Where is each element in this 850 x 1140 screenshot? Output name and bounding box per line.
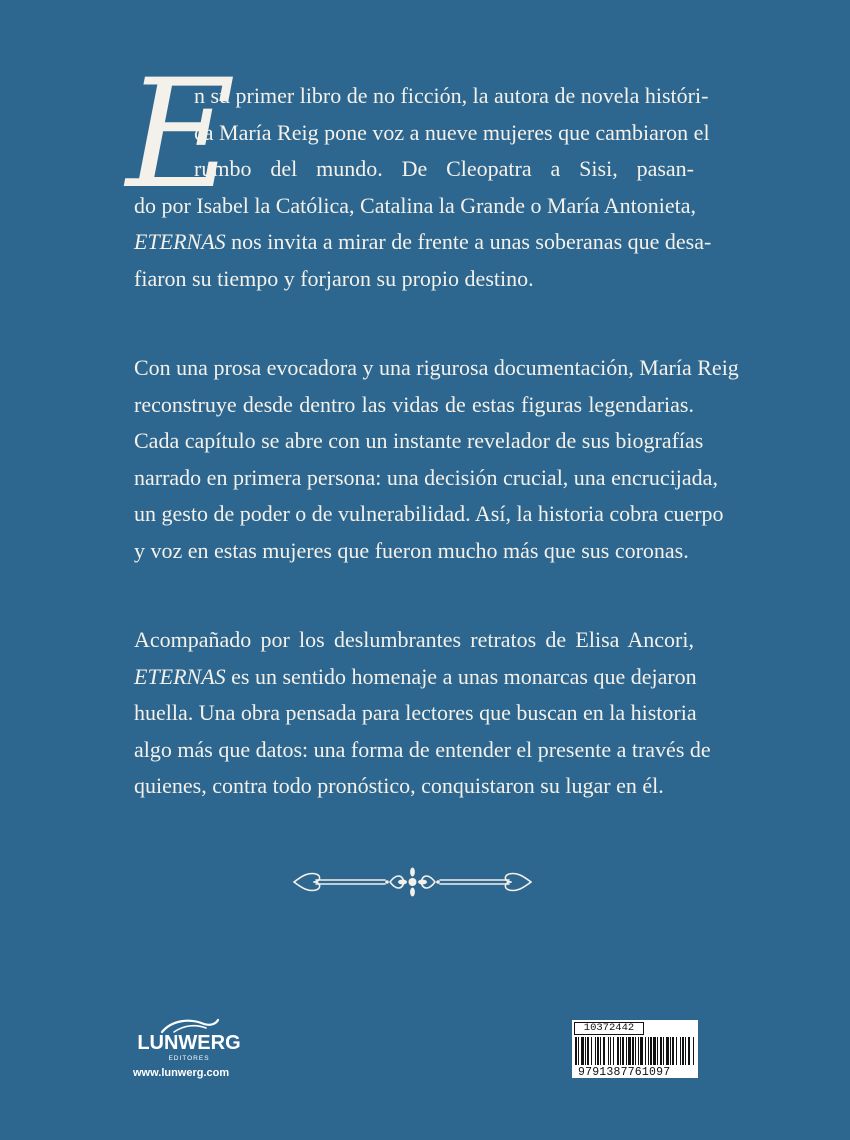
barcode-bar [632,1037,634,1065]
blurb-line: rumbo del mundo. De Cleopatra a Sisi, pasan- [194,156,694,181]
publisher-website: www.lunwerg.com [133,1067,230,1079]
blurb-line: do por Isabel la Católica, Catalina la Grande o María Antonieta, [134,192,697,218]
barcode-bar [610,1037,611,1065]
drop-cap: E [126,48,236,222]
barcode-bar [670,1037,671,1065]
barcode-bar [666,1037,669,1065]
blurb-paragraph-3 [134,622,711,805]
publisher-name: LUNWERG [137,1032,241,1054]
barcode-bar [693,1037,694,1065]
internal-code: 10372442 [574,1022,644,1035]
barcode-bar [680,1037,681,1065]
barcode-bar [672,1037,674,1065]
barcode-bar [581,1037,584,1065]
barcode-bar [640,1037,643,1065]
blurb-line: n su primer libro de no ficción, la autora de novela históri- [194,83,709,108]
isbn-number: 9791387761097 [578,1066,671,1079]
barcode-bar [591,1037,592,1065]
blurb-line: Acompañado por los deslumbrantes retratos de Elisa Ancori, [134,627,694,652]
blurb-line: Con una prosa evocadora y una rigurosa documentación, María Reig [134,355,739,380]
barcode-bar [638,1037,639,1065]
barcode-bar [663,1037,664,1065]
barcode-bar [617,1037,619,1065]
barcode-bar [600,1037,601,1065]
blurb-line: ca María Reig pone voz a nueve mujeres que cambiaron el [194,119,710,145]
barcode-bar [653,1037,656,1065]
barcode-bar [660,1037,662,1065]
blurb-line: algo más que datos: una forma de entender el presente a través de [134,736,711,762]
barcode-bar [645,1037,646,1065]
barcode-bar [597,1037,599,1065]
barcode-bar [575,1037,577,1065]
blurb-line-rest: nos invita a mirar de frente a unas soberanas que desa- [225,229,712,254]
barcode-icon [574,1037,696,1069]
blurb-line: reconstruye desde dentro las vidas de estas figuras legendarias. [134,391,694,417]
barcode-bar [595,1037,596,1065]
barcode-bar [603,1037,605,1065]
blurb-paragraph-1 [134,78,712,297]
blurb-line: un gesto de poder o de vulnerabilidad. Así, la historia cobra cuerpo [134,501,724,526]
barcode-bar [650,1037,652,1065]
barcode-bar [635,1037,636,1065]
barcode-bar [587,1037,589,1065]
blurb-line: quienes, contra todo pronóstico, conquistaron su lugar en él. [134,773,664,798]
blurb-paragraph-2 [134,350,739,569]
barcode-bar [620,1037,621,1065]
barcode-bar [657,1037,658,1065]
blurb-line: y voz en estas mujeres que fueron mucho más que sus coronas. [134,537,689,563]
barcode-bar [648,1037,649,1065]
barcode-bar [682,1037,684,1065]
book-title: ETERNAS [134,663,226,689]
blurb-line: narrado en primera persona: una decisión crucial, una encrucijada, [134,464,718,490]
barcode-bar [626,1037,627,1065]
blurb-line [134,659,697,696]
flourish-divider-icon [290,862,535,902]
barcode-bar [688,1037,690,1065]
blurb-line: fiaron su tiempo y forjaron su propio destino. [134,265,534,291]
blurb-line: Cada capítulo se abre con un instante revelador de sus biografías [134,428,704,453]
barcode-bar [578,1037,579,1065]
blurb-line: huella. Una obra pensada para lectores que buscan en la historia [134,700,697,725]
blurb-line-rest: es un sentido homenaje a unas monarcas que dejaron [225,663,697,689]
barcode-bar [676,1037,677,1065]
barcode-bar [608,1037,609,1065]
barcode-bar [622,1037,624,1065]
barcode-bar [585,1037,586,1065]
barcode-bar [628,1037,631,1065]
book-title: ETERNAS [134,229,226,254]
publisher-subtitle: EDITORES [168,1055,210,1062]
barcode-bar [613,1037,614,1065]
blurb-line [134,224,712,261]
barcode-bar [685,1037,686,1065]
